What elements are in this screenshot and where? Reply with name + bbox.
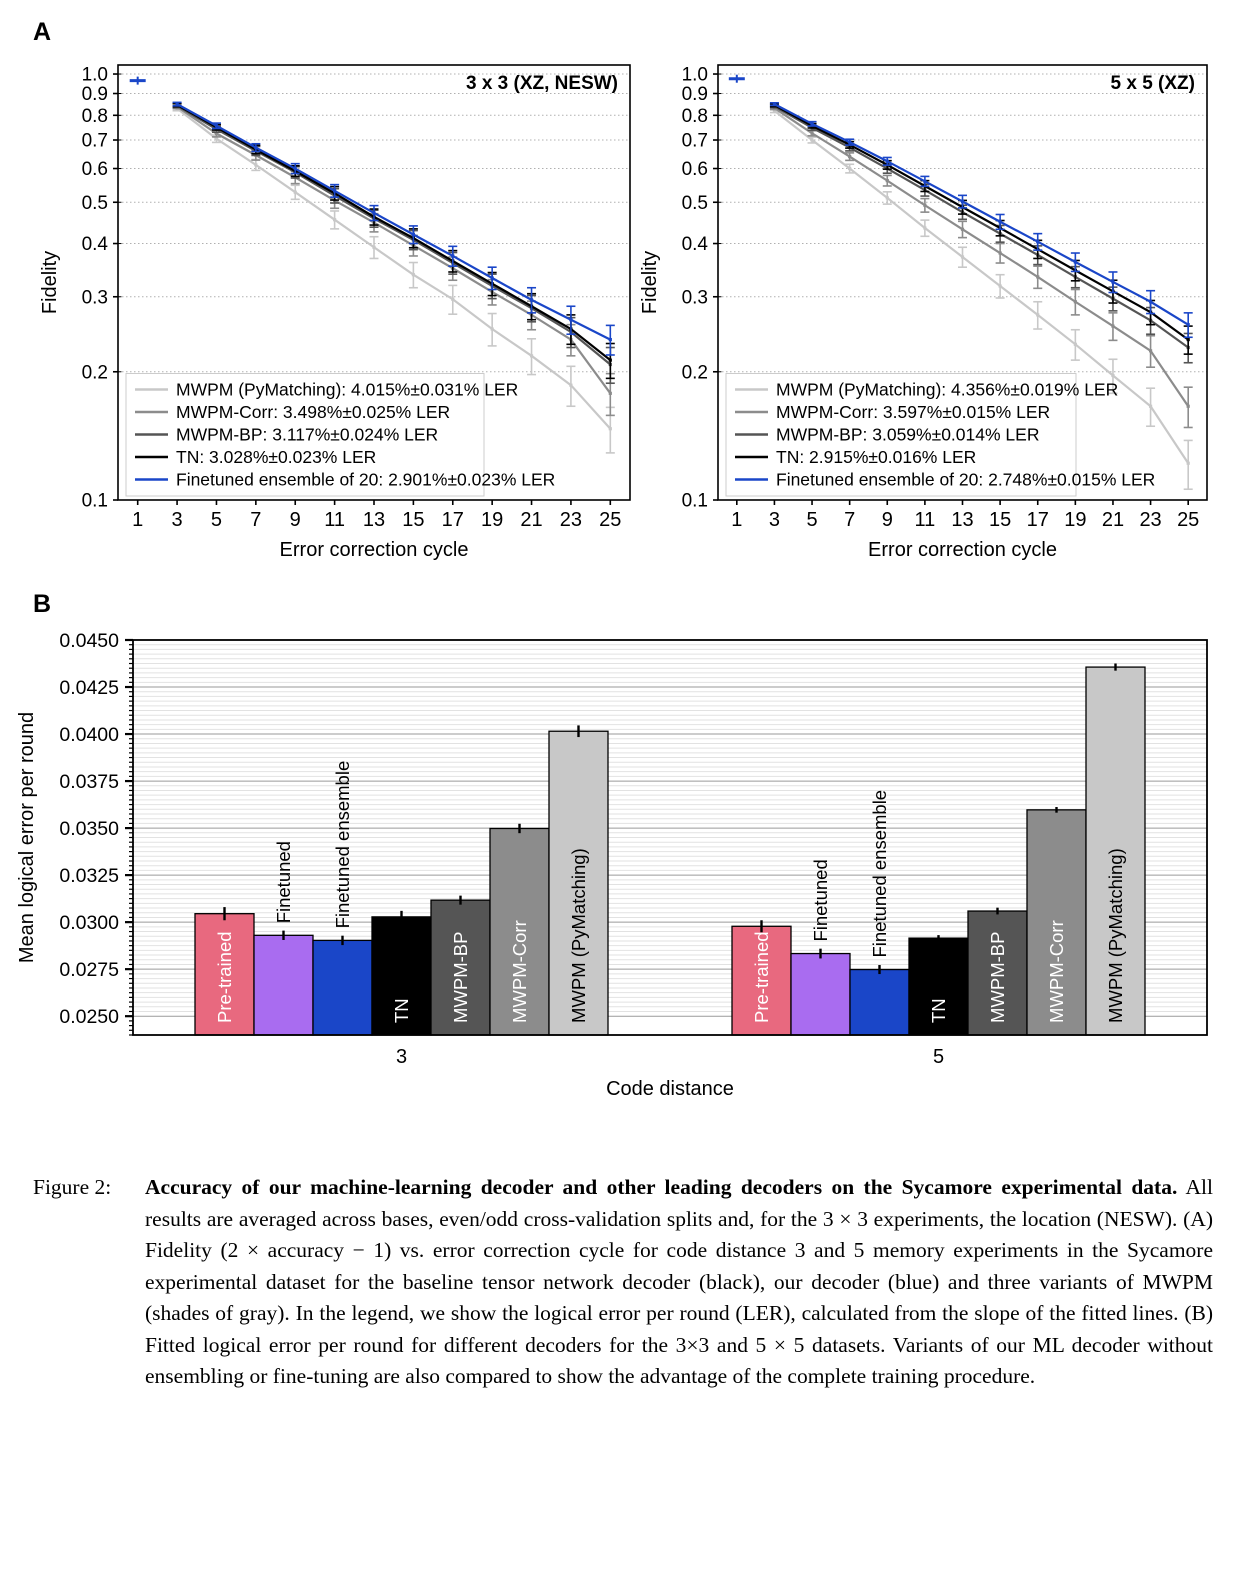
data-point [1149,405,1152,408]
data-point [1036,313,1039,316]
bar-label: Finetuned ensemble [869,789,890,958]
x-tick-label: 15 [402,509,425,531]
bar-label: MWPM-BP [450,931,471,1023]
data-point [333,218,336,221]
data-point [1111,325,1114,328]
bar-label: Finetuned [810,859,831,942]
data-point [254,146,257,149]
y-tick-label: 0.0450 [59,630,119,652]
data-point [961,228,964,231]
data-point [773,102,776,105]
y-tick-label: 0.0375 [59,771,119,794]
y-axis-label: Fidelity [39,250,61,315]
data-point [609,359,612,362]
y-tick-label: 0.1 [81,490,108,512]
y-tick-label: 0.2 [81,362,108,384]
bar[interactable] [313,940,372,1035]
chart-panelA-left [39,65,630,561]
y-tick-label: 0.2 [681,362,708,384]
y-tick-label: 0.0400 [59,724,119,747]
legend-label: Finetuned ensemble of 20: 2.748%±0.015% LER [776,469,1156,490]
caption-bold-title: Accuracy of our machine-learning decoder and other leading decoders on the Sycamore experimental data. [145,1175,1178,1199]
data-point [1111,280,1114,283]
bar[interactable] [850,970,909,1035]
x-tick-label: 17 [1026,509,1049,531]
panel-a-letter: A [33,18,52,46]
y-tick-label: 0.6 [81,159,108,181]
panel-b-letter: B [33,590,52,618]
y-tick-label: 0.4 [681,234,708,256]
y-tick-label: 0.8 [81,105,108,127]
y-tick-label: 0.0275 [59,959,119,982]
y-tick-label: 0.9 [81,84,108,106]
legend-label: TN: 2.915%±0.016% LER [776,447,977,467]
legend-label: Finetuned ensemble of 20: 2.901%±0.023% LER [176,469,556,490]
data-point [491,327,494,330]
bar-label: Pre-trained [214,931,235,1023]
bar-label: TN [928,998,949,1023]
x-tick-label: 13 [951,509,974,531]
x-tick-label: 1 [132,509,144,531]
data-point [412,273,415,276]
x-tick-label: 13 [362,509,386,531]
data-point [412,233,415,236]
data-point [372,211,375,214]
data-point [810,138,813,141]
y-tick-label: 0.8 [681,105,708,127]
data-point [1187,338,1190,341]
y-tick-label: 0.3 [681,287,708,309]
data-point [609,338,612,341]
legend-label: MWPM (PyMatching): 4.356%±0.019% LER [776,379,1119,400]
bar-label: TN [391,998,412,1023]
x-tick-label: 9 [289,509,301,531]
bar-label: Finetuned [273,841,294,924]
data-point [923,204,926,207]
legend-label: MWPM-Corr: 3.498%±0.025% LER [176,402,451,422]
y-tick-label: 0.0350 [59,818,119,841]
x-tick-label: 7 [250,509,262,531]
legend-label: MWPM-Corr: 3.597%±0.015% LER [776,402,1051,422]
data-point [1074,300,1077,303]
y-tick-label: 0.4 [81,234,108,256]
bar-label: MWPM (PyMatching) [568,848,589,1023]
data-point [530,298,533,301]
data-point [1149,349,1152,352]
bar-label: MWPM-BP [987,931,1008,1023]
data-point [175,102,178,105]
legend-label: MWPM (PyMatching): 4.015%±0.031% LER [176,379,519,400]
bar-label: MWPM (PyMatching) [1105,848,1126,1023]
bar-label: MWPM-Corr [509,920,530,1023]
legend-label: MWPM-BP: 3.117%±0.024% LER [176,424,439,445]
x-tick-label: 11 [324,509,345,531]
data-point [923,180,926,183]
data-point [848,167,851,170]
y-tick-label: 0.9 [681,84,708,106]
data-point [451,254,454,257]
panel-b-svg [0,615,1246,1115]
y-tick-label: 0.7 [681,130,708,152]
x-tick-label: 19 [481,509,504,531]
data-point [1074,260,1077,263]
group-tick-label: 3 [395,1046,408,1068]
x-tick-label: 23 [1139,509,1162,531]
chart-panelB [16,630,1207,1100]
panel-b-chart [0,615,1246,1115]
data-point [1111,374,1114,377]
x-axis-label: Code distance [606,1078,734,1100]
data-point [1036,240,1039,243]
x-tick-label: 21 [1101,509,1125,531]
caption-body [145,1172,1213,1393]
data-point [1074,343,1077,346]
legend-label: TN: 3.028%±0.023% LER [176,447,377,467]
data-point [1187,323,1190,326]
panel-a-charts [0,45,1246,565]
data-point [333,189,336,192]
y-axis-label: Fidelity [639,250,661,315]
data-point [886,179,889,182]
data-point [569,384,572,387]
data-point [530,354,533,357]
caption-rest-text: All results are averaged across bases, even/odd cross-validation splits and, for the 3 × 3 experiments, the location (NESW). (A) Fidelity (2 × accuracy − 1) vs. error correction cycle for code distance 3 and 5 memory experiments in the Sycamore experimental dataset for the baseline tensor network decoder (black), our decoder (blue) and three variants of MWPM (shades of gray). In the legend, we show the logical error per round (LER), calculated from the slope of the fitted lines. (B) Fitted logical error per round for different decoders for the 3×3 and 5 × 5 datasets. Variants of our ML decoder without ensembling or fine-tuning are also compared to show the advantage of the complete training procedure. [145,1175,1214,1388]
y-tick-label: 0.0250 [59,1006,119,1029]
legend-label: MWPM-BP: 3.059%±0.014% LER [776,424,1040,445]
data-point [999,284,1002,287]
x-tick-label: 25 [1177,509,1200,531]
data-point [215,124,218,127]
bar-label: Pre-trained [751,931,772,1023]
bar[interactable] [791,954,850,1035]
y-tick-label: 0.3 [81,287,108,309]
x-tick-label: 25 [599,509,622,531]
x-tick-label: 7 [844,509,856,531]
x-tick-label: 3 [171,509,183,531]
x-tick-label: 11 [914,509,936,531]
data-point [961,200,964,203]
data-point [294,167,297,170]
panel-title: 3 x 3 (XZ, NESW) [465,73,618,94]
data-point [609,427,612,430]
x-tick-label: 3 [768,509,780,531]
data-point [294,191,297,194]
x-tick-label: 5 [210,509,223,531]
x-tick-label: 19 [1064,509,1087,531]
bar-label: Finetuned ensemble [332,760,353,929]
data-point [961,255,964,258]
x-axis-label: Error correction cycle [279,539,469,561]
panel-a-svg [0,45,1246,565]
y-tick-label: 0.6 [681,159,708,181]
data-point [569,318,572,321]
y-tick-label: 0.0325 [59,865,119,888]
data-point [999,251,1002,254]
x-tick-label: 1 [731,509,743,531]
bar[interactable] [254,935,313,1035]
data-point [1187,405,1190,408]
y-tick-label: 1.0 [81,64,108,86]
y-tick-label: 0.7 [81,130,108,152]
data-point [1036,275,1039,278]
caption-label: Figure 2: [33,1175,112,1199]
data-point [848,155,851,158]
x-tick-label: 17 [441,509,464,531]
x-tick-label: 9 [881,509,893,531]
data-point [254,163,257,166]
y-tick-label: 0.1 [681,490,708,512]
data-point [609,392,612,395]
data-point [999,220,1002,223]
data-point [810,132,813,135]
data-point [848,141,851,144]
y-tick-label: 0.0425 [59,677,119,700]
y-tick-label: 1.0 [681,64,708,86]
x-tick-label: 21 [520,509,543,531]
data-point [886,160,889,163]
data-point [491,276,494,279]
data-point [886,196,889,199]
data-point [1149,300,1152,303]
data-point [810,122,813,125]
chart-panelA-right [639,65,1207,561]
data-point [451,298,454,301]
y-tick-label: 0.5 [81,192,108,214]
bar-label: MWPM-Corr [1046,920,1067,1023]
panel-title: 5 x 5 (XZ) [1110,73,1195,94]
x-tick-label: 15 [988,509,1012,531]
data-point [1187,462,1190,465]
x-axis-label: Error correction cycle [868,539,1057,561]
x-tick-label: 23 [559,509,583,531]
y-tick-label: 0.0300 [59,912,119,935]
y-axis-label: Mean logical error per round [16,711,38,964]
data-point [372,246,375,249]
y-tick-label: 0.5 [681,192,708,214]
x-tick-label: 5 [806,509,818,531]
data-point [923,226,926,229]
figure-caption [33,1172,1213,1393]
group-tick-label: 5 [932,1046,945,1068]
